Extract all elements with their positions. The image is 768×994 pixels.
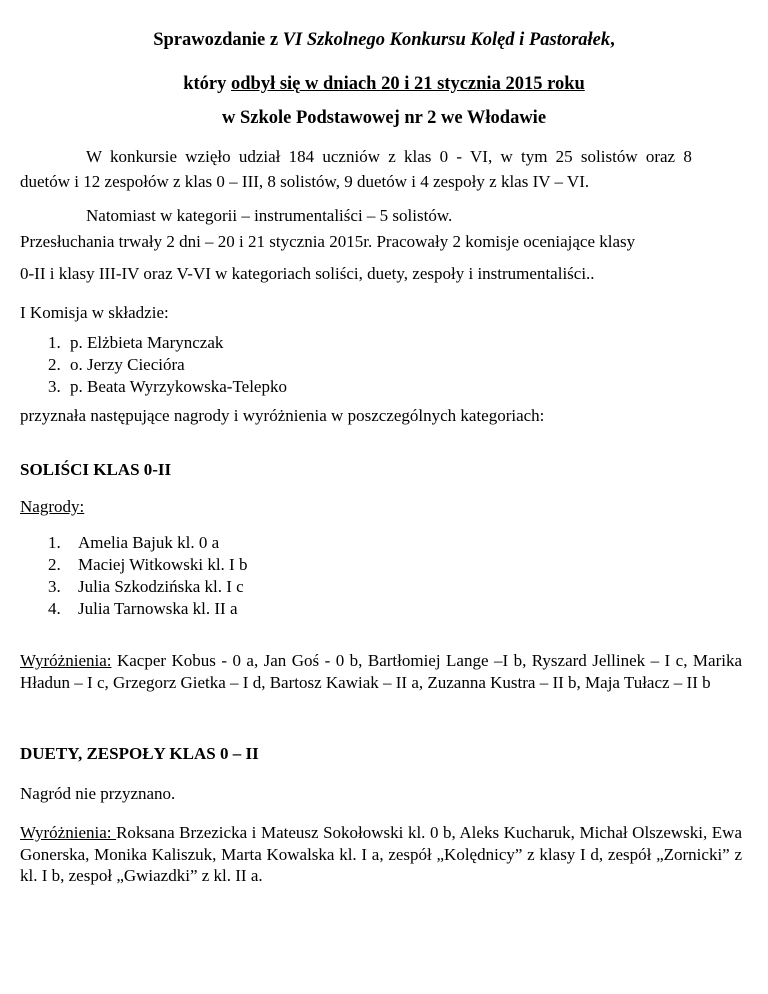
hearings-paragraph-line-1: Przesłuchania trwały 2 dni – 20 i 21 stycznia 2015r. Pracowały 2 komisje oceniające klasy (20, 232, 636, 251)
intro-paragraph-line-1: W konkursie wzięło udział 184 uczniów z klas 0 - VI, w tym 25 solistów oraz 8 (86, 147, 692, 166)
report-title: Sprawozdanie z VI Szkolnego Konkursu Kolęd i Pastorałek, (153, 30, 615, 50)
school-line: w Szkole Podstawowej nr 2 we Włodawie (221, 108, 547, 128)
section-heading-duety: DUETY, ZESPOŁY KLAS 0 – II (20, 744, 259, 763)
instrumentalists-paragraph: Natomiast w kategorii – instrumentaliści – 5 solistów. (86, 206, 453, 225)
contest-dates: odbył się w dniach 20 i 21 stycznia 2015 roku (231, 74, 585, 94)
distinctions-label: Wyróżnienia: (20, 651, 112, 670)
report-date-line: który odbył się w dniach 20 i 21 stycznia 2015 roku (183, 74, 585, 94)
commission-label: I Komisja w składzie: (20, 303, 169, 322)
distinctions-paragraph-duety: Wyróżnienia: Roksana Brzezicka i Mateusz Sokołowski kl. 0 b, Aleks Kucharuk, Michał Olszewski, Ewa Gonerska, Monika Kaliszuk, Marta Kowalska kl. I a, zespół „Kolędnicy” z klasy I d, zespół „Zornicki” z kl. I b, zespoł „Gwiazdki” z kl. II a. (20, 823, 743, 885)
document-page: Sprawozdanie z VI Szkolnego Konkursu Kolęd i Pastorałek, który odbył się w dniach 20 i 21 stycznia 2015 roku w Szkole Podstawowej nr 2 we Włodawie W konkursie wzięło udział 184 uczniów z klas 0 - VI, w tym 25 solistów oraz 8 duetów i 12 zespołów z klas 0 – III, 8 solistów, 9 duetów i 4 zespoły z klas IV – VI. Natomiast w kategorii – instrumentaliści – 5 solistów. Przesłuchania trwały 2 dni – 20 i 21 stycznia 2015r. Pracowały 2 komisje oceniające klasy 0-II i klasy III-IV oraz V-VI w kategoriach soliści, duety, zespoły i instrumentaliści.. I Komisja w składzie: 1. p. Elżbieta Marynczak 2. o. Jerzy Ciecióra 3. p. Beata Wyrzykowska-Telepko przyznała następujące nagrody i wyróżnienia w poszczególnych kategoriach: SOLIŚCI KLAS 0-II Nagrody: 1. Amelia Bajuk kl. 0 a 2. Maciej Witkowski kl. I b 3. Julia Szkodzińska kl. I c 4. Julia Tarnowska kl. II a Wyróżnienia: Kacper Kobus - 0 a, Jan Goś - 0 b, Bartłomiej Lange –I b, Ryszard Jellinek – I c, Marika Hładun – I c, Grzegorz Gietka – I d, Bartosz Kawiak – II a, Zuzanna Kustra – II b, Maja Tułacz – II b DUETY, ZESPOŁY KLAS 0 – II Nagród nie przyznano. Wyróżnienia: Roksana Brzezicka i Mateusz Sokołowski kl. 0 b, Aleks Kucharuk, Michał Olszewski, Ewa Gonerska, Monika Kaliszuk, Marta Kowalska kl. I a, zespół „Kolędnicy” z klasy I d, zespół „Zornicki” z kl. I b, zespoł „Gwiazdki” z kl. II a. (0, 0, 768, 994)
no-awards-note: Nagród nie przyznano. (20, 784, 176, 803)
contest-name: VI Szkolnego Konkursu Kolęd i Pastorałek (282, 30, 611, 50)
intro-paragraph-line-2: duetów i 12 zespołów z klas 0 – III, 8 solistów, 9 duetów i 4 zespoły z klas IV – VI. (20, 172, 590, 191)
awards-intro: przyznała następujące nagrody i wyróżnienia w poszczególnych kategoriach: (20, 406, 545, 425)
distinctions-label: Wyróżnienia: (20, 823, 117, 842)
distinctions-paragraph-solisci: Wyróżnienia: Kacper Kobus - 0 a, Jan Goś - 0 b, Bartłomiej Lange –I b, Ryszard Jellinek – I c, Marika Hładun – I c, Grzegorz Gietka – I d, Bartosz Kawiak – II a, Zuzanna Kustra – II b, Maja Tułacz – II b (20, 651, 742, 692)
hearings-paragraph-line-2: 0-II i klasy III-IV oraz V-VI w kategoriach soliści, duety, zespoły i instrumentaliści.. (20, 264, 595, 283)
section-heading-solisci: SOLIŚCI KLAS 0-II (20, 460, 172, 479)
awards-label: Nagrody: (20, 497, 85, 516)
